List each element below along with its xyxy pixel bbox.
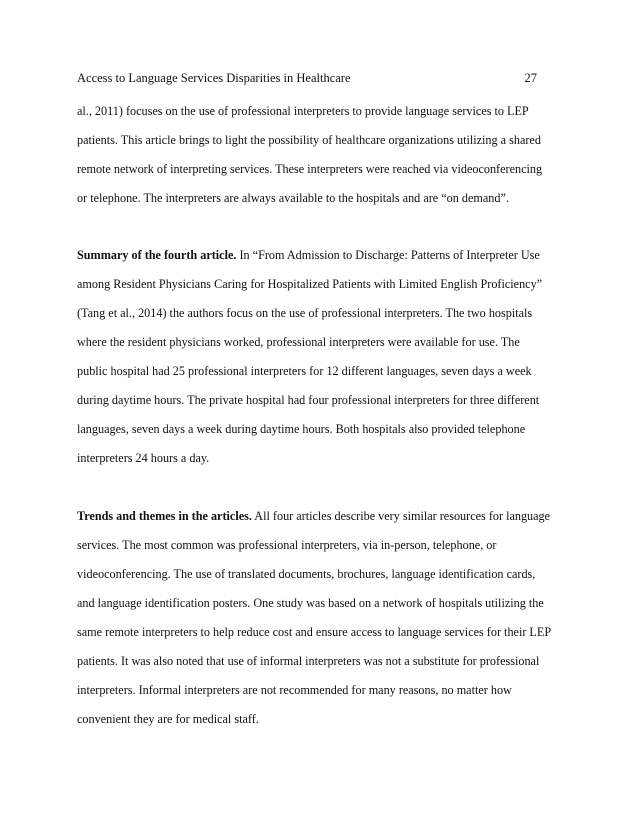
paragraph-line: convenient they are for medical staff.	[77, 712, 259, 726]
section-heading: Trends and themes in the articles.	[77, 509, 252, 523]
paragraph-line: public hospital had 25 professional interpreters for 12 different languages, seven days a week	[77, 364, 532, 378]
paragraph-line	[77, 247, 540, 263]
paragraph-line: patients. This article brings to light the possibility of healthcare organizations utilizing a shared	[77, 133, 541, 147]
paragraph-line: and language identification posters. One study was based on a network of hospitals utilizing the	[77, 596, 544, 610]
paragraph-line: among Resident Physicians Caring for Hospitalized Patients with Limited English Proficiency”	[77, 277, 543, 291]
paragraph-line: interpreters 24 hours a day.	[77, 451, 210, 465]
heading-line-text: In “From Admission to Discharge: Patterns of Interpreter Use	[236, 248, 540, 262]
section-heading: Summary of the fourth article.	[77, 248, 237, 262]
paragraph-line: during daytime hours. The private hospital had four professional interpreters for three different	[77, 393, 540, 407]
paragraph-line: services. The most common was professional interpreters, via in-person, telephone, or	[77, 538, 497, 552]
running-title: Access to Language Services Disparities in Healthcare	[77, 71, 351, 85]
paragraph-line: patients. It was also noted that use of informal interpreters was not a substitute for professional	[77, 654, 540, 668]
paragraph-line: languages, seven days a week during daytime hours. Both hospitals also provided telephone	[77, 422, 526, 436]
running-header	[77, 71, 537, 86]
paragraph-line	[77, 508, 550, 524]
paragraph-line: videoconferencing. The use of translated documents, brochures, language identification cards,	[77, 567, 536, 581]
heading-line-text: All four articles describe very similar resources for language	[251, 509, 551, 523]
paragraph-line: (Tang et al., 2014) the authors focus on the use of professional interpreters. The two hospitals	[77, 306, 533, 320]
paragraph-line: or telephone. The interpreters are always available to the hospitals and are “on demand”.	[77, 191, 509, 205]
paragraph-line: interpreters. Informal interpreters are not recommended for many reasons, no matter how	[77, 683, 512, 697]
paragraph-line: al., 2011) focuses on the use of professional interpreters to provide language services to LEP	[77, 104, 529, 118]
paragraph-line: where the resident physicians worked, professional interpreters were available for use. The	[77, 335, 520, 349]
paragraph-line: same remote interpreters to help reduce cost and ensure access to language services for their LEP	[77, 625, 552, 639]
paragraph-line: remote network of interpreting services. These interpreters were reached via videoconferencing	[77, 162, 543, 176]
page-number: 27	[524, 71, 537, 85]
